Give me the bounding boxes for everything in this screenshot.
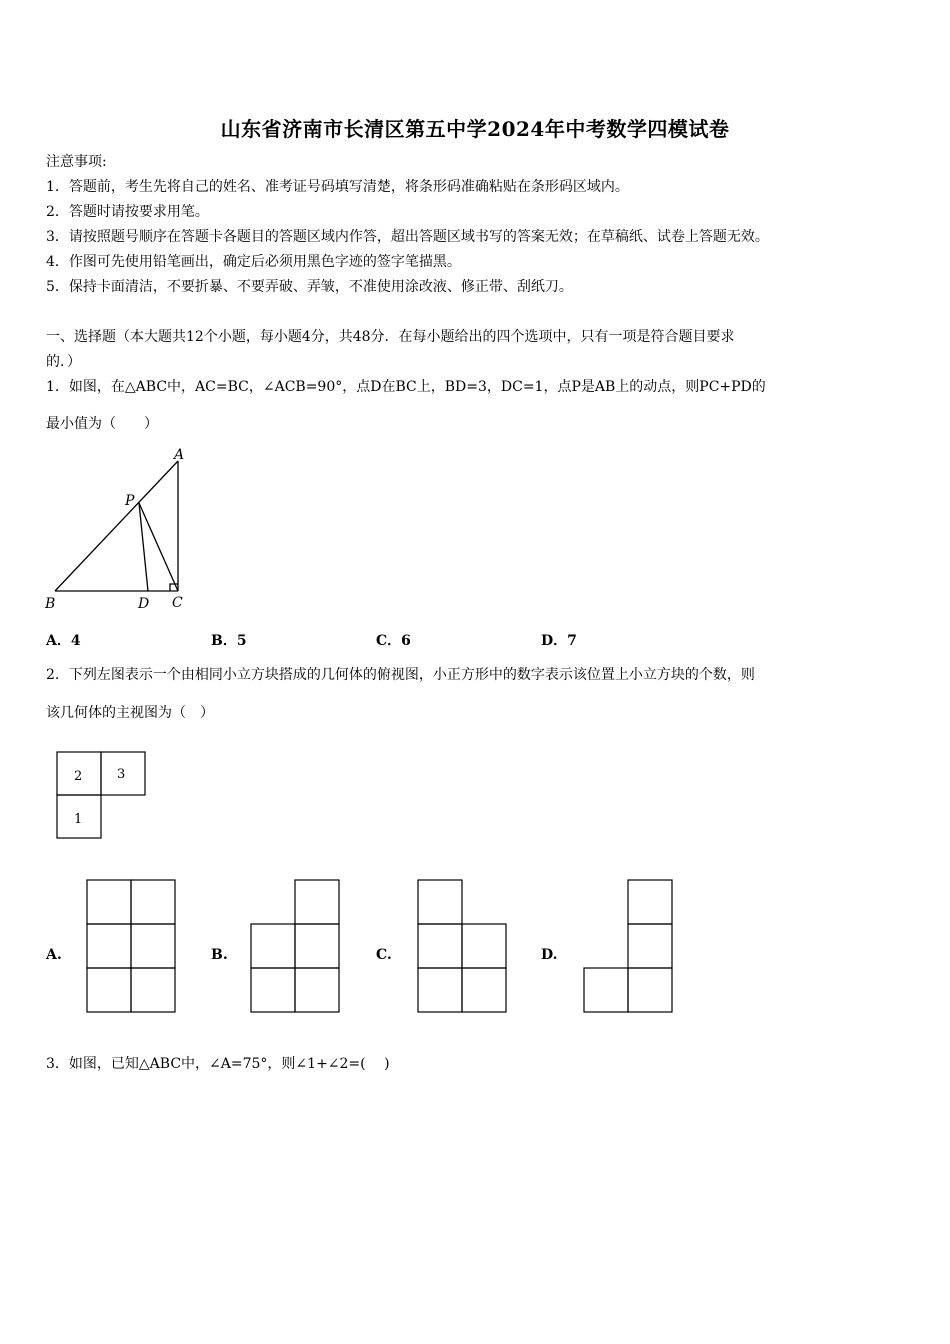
page-title: 山东省济南市长清区第五中学2024年中考数学四模试卷 bbox=[220, 117, 730, 141]
option-d: D．7 bbox=[541, 633, 577, 649]
label-b: B bbox=[45, 596, 56, 612]
option-c: C．6 bbox=[376, 633, 411, 649]
option-b-label: B. bbox=[211, 947, 228, 963]
label-a: A bbox=[174, 447, 185, 463]
option-a: A．4 bbox=[46, 633, 81, 649]
question-2-text: 2．下列左图表示一个由相同小立方块搭成的几何体的俯视图，小正方形中的数字表示该位置上小立方块的个数，则 bbox=[46, 667, 755, 683]
option-a-front-view bbox=[86, 879, 176, 1013]
option-d-label: D. bbox=[541, 947, 558, 963]
option-d-front-view bbox=[583, 879, 673, 1013]
top-view-number: 1 bbox=[74, 812, 83, 827]
top-view-number: 2 bbox=[74, 769, 83, 784]
section-heading-cont: 的．） bbox=[46, 354, 81, 370]
notice-item: 1．答题前，考生先将自己的姓名、准考证号码填写清楚，将条形码准确粘贴在条形码区域内。 bbox=[46, 179, 629, 195]
option-b: B．5 bbox=[211, 633, 247, 649]
notice-heading: 注意事项: bbox=[46, 154, 107, 170]
label-p: P bbox=[125, 493, 135, 509]
segment-pd bbox=[139, 503, 148, 591]
option-c-label: C. bbox=[376, 947, 392, 963]
top-view-grid bbox=[56, 751, 148, 841]
question-1-text-cont: 最小值为（ ） bbox=[46, 416, 158, 432]
notice-item: 3．请按照题号顺序在答题卡各题目的答题区域内作答，超出答题区域书写的答案无效；在草稿纸、试卷上答题无效。 bbox=[46, 229, 769, 245]
segment-pc bbox=[139, 503, 178, 591]
label-c: C bbox=[172, 595, 183, 611]
question-1-triangle-figure bbox=[40, 445, 200, 615]
segment-ab bbox=[55, 461, 178, 591]
question-2-text-cont: 该几何体的主视图为（ ） bbox=[46, 705, 214, 721]
label-d: D bbox=[138, 596, 150, 612]
notice-item: 4．作图可先使用铅笔画出，确定后必须用黑色字迹的签字笔描黑。 bbox=[46, 254, 461, 270]
section-heading: 一、选择题（本大题共12个小题，每小题4分，共48分．在每小题给出的四个选项中，只有一项是符合题目要求 bbox=[46, 329, 735, 345]
notice-item: 5．保持卡面清洁，不要折暴、不要弄破、弄皱，不准使用涂改液、修正带、刮纸刀。 bbox=[46, 279, 573, 295]
option-c-front-view bbox=[417, 879, 507, 1013]
notice-item: 2．答题时请按要求用笔。 bbox=[46, 204, 209, 220]
option-b-front-view bbox=[250, 879, 340, 1013]
question-1-text: 1．如图，在△ABC中，AC=BC，∠ACB=90°，点D在BC上，BD=3，DC=1，点P是AB上的动点，则PC+PD的 bbox=[46, 379, 766, 395]
question-3-text: 3．如图，已知△ABC中，∠A=75°，则∠1+∠2=( ) bbox=[46, 1056, 390, 1072]
option-a-label: A. bbox=[46, 947, 62, 963]
top-view-number: 3 bbox=[117, 767, 126, 782]
